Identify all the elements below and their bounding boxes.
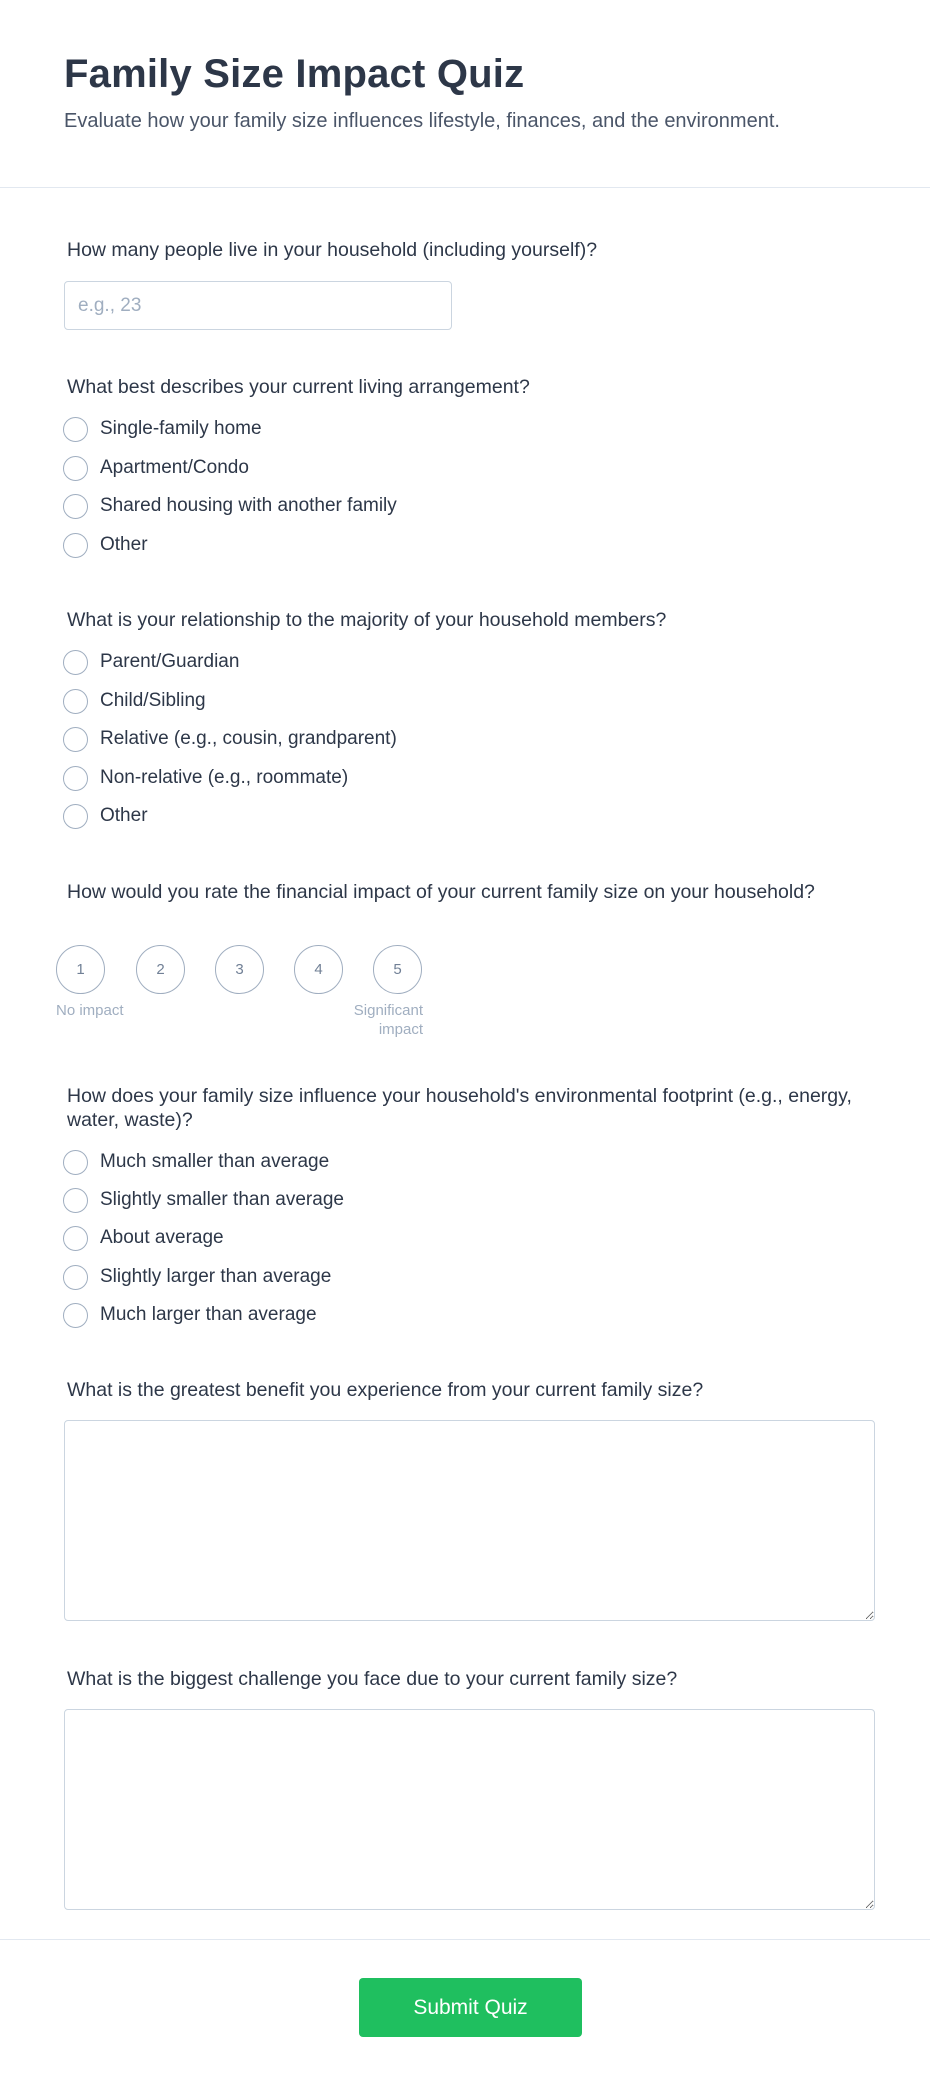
radio-button[interactable] — [63, 689, 88, 714]
radio-button[interactable] — [63, 533, 88, 558]
question-greatest-benefit-label: What is the greatest benefit you experience from your current family size? — [67, 1379, 704, 1401]
radio-button[interactable] — [63, 456, 88, 481]
radio-option-other-arrangement[interactable] — [63, 531, 148, 559]
radio-button[interactable] — [63, 1265, 88, 1290]
radio-label: Parent/Guardian — [100, 651, 240, 672]
radio-option-much-smaller[interactable] — [63, 1148, 329, 1176]
page-header — [0, 0, 930, 188]
rating-max-caption: Significant impact — [353, 1002, 423, 1038]
rating-button-4[interactable]: 4 — [294, 945, 343, 994]
radio-button[interactable] — [63, 1150, 88, 1175]
question-environmental-footprint-label: How does your family size influence your household's environmental footprint (e.g., energy, water, waste)? — [67, 1085, 852, 1131]
radio-label: Apartment/Condo — [100, 457, 249, 478]
radio-button[interactable] — [63, 494, 88, 519]
biggest-challenge-textarea[interactable] — [64, 1709, 875, 1910]
question-relationship-label: What is your relationship to the majority of your household members? — [67, 609, 667, 631]
radio-option-relative[interactable] — [63, 725, 397, 753]
question-living-arrangement-label: What best describes your current living arrangement? — [67, 376, 530, 398]
radio-option-shared-housing[interactable] — [63, 492, 397, 520]
radio-option-slightly-smaller[interactable] — [63, 1186, 344, 1214]
rating-button-2[interactable]: 2 — [136, 945, 185, 994]
radio-button[interactable] — [63, 1226, 88, 1251]
radio-label: Other — [100, 805, 148, 826]
radio-button[interactable] — [63, 1188, 88, 1213]
radio-button[interactable] — [63, 417, 88, 442]
radio-button[interactable] — [63, 727, 88, 752]
radio-label: Single-family home — [100, 418, 262, 439]
question-biggest-challenge-label: What is the biggest challenge you face due to your current family size? — [67, 1668, 678, 1690]
radio-button[interactable] — [63, 766, 88, 791]
submit-quiz-button[interactable]: Submit Quiz — [359, 1978, 582, 2037]
radio-label: Other — [100, 534, 148, 555]
radio-label: Much smaller than average — [100, 1151, 330, 1172]
radio-button[interactable] — [63, 650, 88, 675]
radio-option-parent-guardian[interactable] — [63, 648, 239, 676]
radio-option-child-sibling[interactable] — [63, 687, 206, 715]
question-household-size-label: How many people live in your household (including yourself)? — [67, 239, 598, 261]
footer-divider — [0, 1939, 930, 1940]
radio-option-other-relationship[interactable] — [63, 802, 148, 830]
rating-button-3[interactable]: 3 — [215, 945, 264, 994]
radio-label: Slightly larger than average — [100, 1266, 332, 1287]
radio-option-single-family-home[interactable] — [63, 415, 262, 443]
radio-option-much-larger[interactable] — [63, 1301, 317, 1329]
radio-label: Slightly smaller than average — [100, 1189, 344, 1210]
radio-option-slightly-larger[interactable] — [63, 1263, 331, 1291]
radio-option-about-average[interactable] — [63, 1224, 224, 1252]
radio-label: Much larger than average — [100, 1304, 317, 1325]
rating-min-caption: No impact — [56, 1002, 124, 1019]
question-financial-impact-label: How would you rate the financial impact of your current family size on your household? — [67, 881, 815, 903]
radio-label: Non-relative (e.g., roommate) — [100, 767, 349, 788]
rating-button-5[interactable]: 5 — [373, 945, 422, 994]
radio-button[interactable] — [63, 1303, 88, 1328]
household-size-input[interactable] — [64, 281, 452, 330]
radio-button[interactable] — [63, 804, 88, 829]
page-title: Family Size Impact Quiz — [64, 52, 525, 96]
radio-label: About average — [100, 1227, 224, 1248]
greatest-benefit-textarea[interactable] — [64, 1420, 875, 1621]
radio-option-non-relative[interactable] — [63, 764, 348, 792]
page-subtitle: Evaluate how your family size influences lifestyle, finances, and the environment. — [64, 110, 780, 132]
rating-button-1[interactable]: 1 — [56, 945, 105, 994]
radio-label: Child/Sibling — [100, 690, 206, 711]
radio-label: Relative (e.g., cousin, grandparent) — [100, 728, 397, 749]
radio-label: Shared housing with another family — [100, 495, 397, 516]
radio-option-apartment-condo[interactable] — [63, 454, 249, 482]
